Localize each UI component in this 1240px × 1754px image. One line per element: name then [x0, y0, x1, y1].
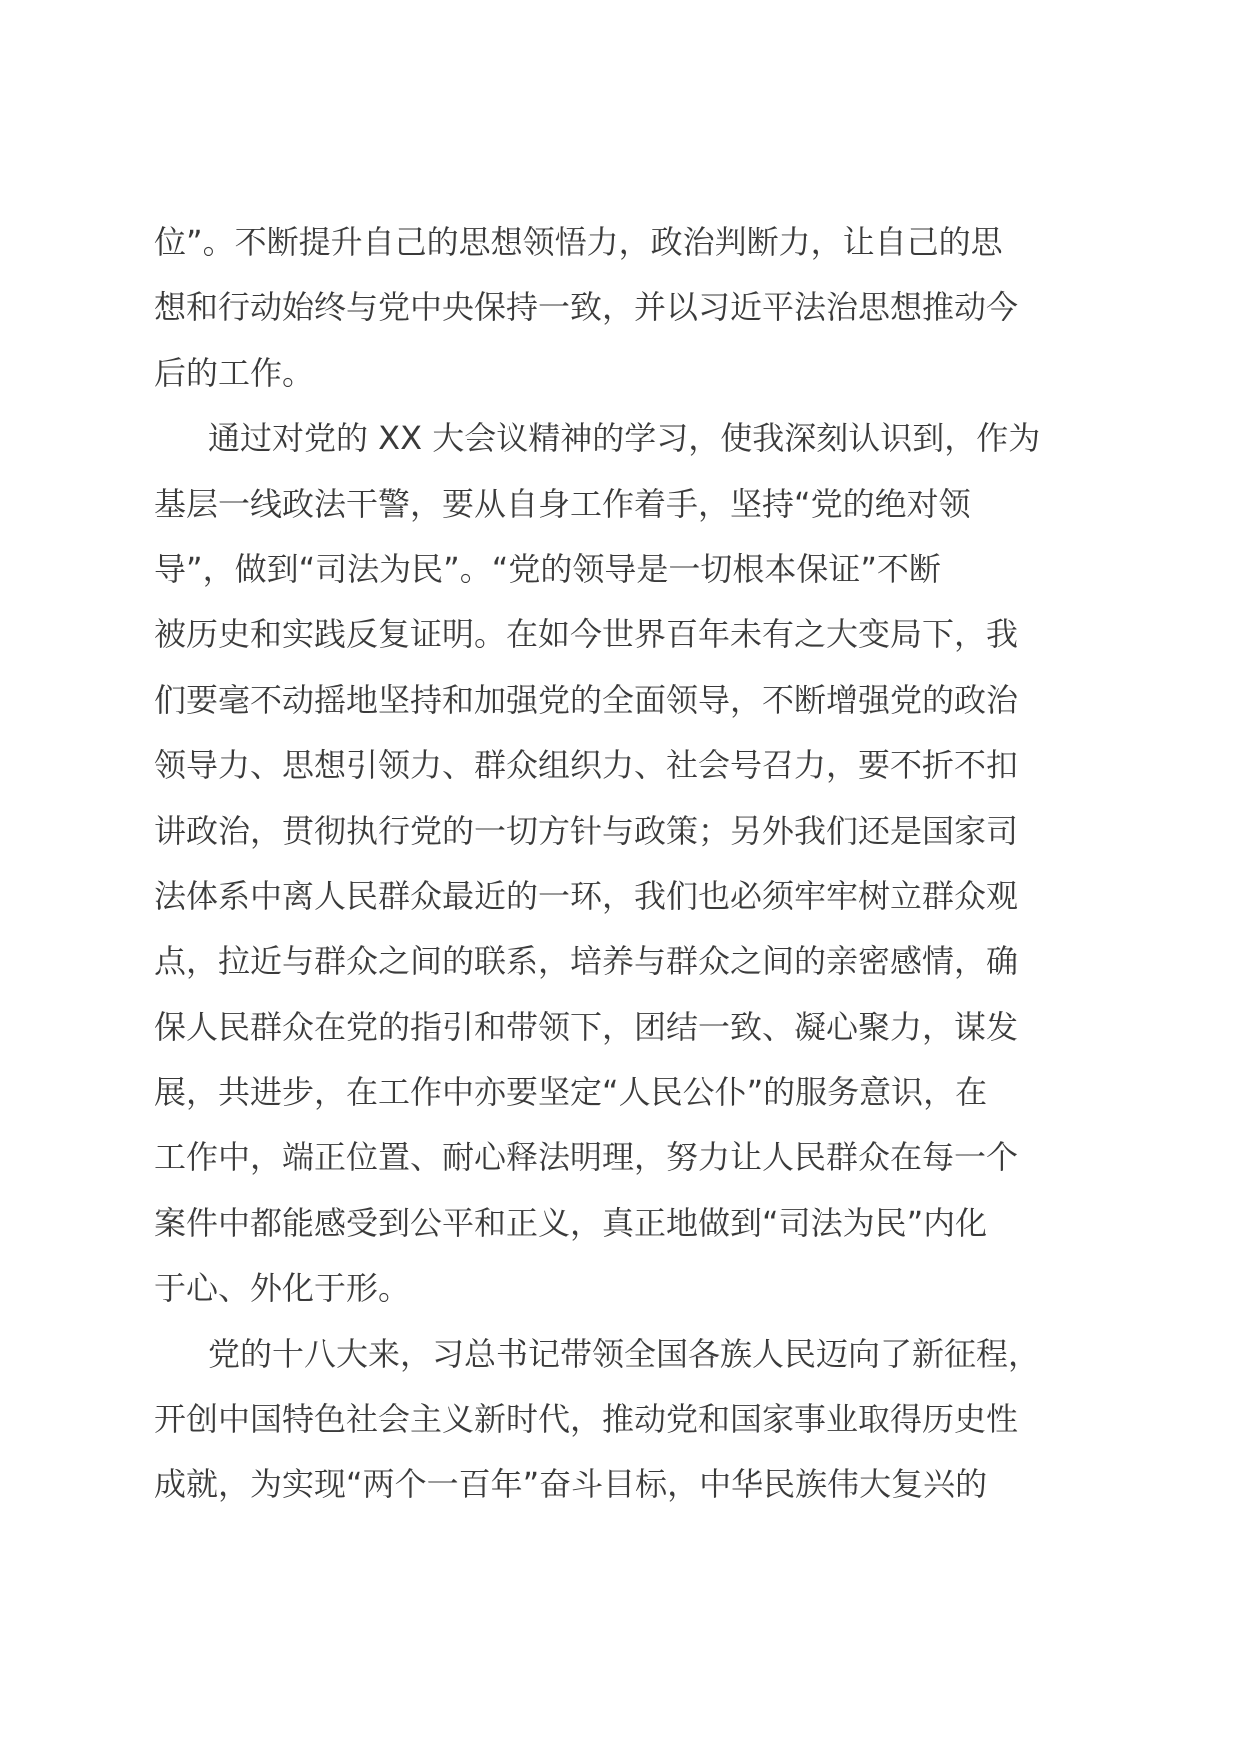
text-line: 开创中国特色社会主义新时代，推动党和国家事业取得历史性	[154, 1400, 1019, 1439]
text-line: 想和行动始终与党中央保持一致，并以习近平法治思想推动今	[154, 288, 1019, 327]
body-text	[154, 215, 1074, 1523]
text-line: 通过对党的 XX 大会议精神的学习，使我深刻认识到，作为	[208, 419, 1041, 458]
text-line: 后的工作。	[154, 353, 315, 392]
text-line: 位”。不断提升自己的思想领悟力，政治判断力，让自己的思	[154, 223, 1003, 261]
text-line: 展，共进步，在工作中亦要坚定“人民公仆”的服务意识，在	[154, 1073, 988, 1112]
text-line: 基层一线政法干警，要从自身工作着手，坚持“党的绝对领	[154, 484, 971, 523]
text-line: 成就，为实现“两个一百年”奋斗目标，中华民族伟大复兴的	[154, 1465, 988, 1504]
text-line: 法体系中离人民群众最近的一环，我们也必须牢牢树立群众观	[154, 876, 1019, 915]
text-line: 们要毫不动摇地坚持和加强党的全面领导，不断增强党的政治	[154, 680, 1019, 719]
text-line: 点，拉近与群众之间的联系，培养与群众之间的亲密感情，确	[154, 942, 1019, 981]
text-line: 于心、外化于形。	[154, 1269, 411, 1308]
text-line: 党的十八大来，习总书记带领全国各族人民迈向了新征程，	[208, 1334, 1041, 1373]
text-line: 导”，做到“司法为民”。“党的领导是一切根本保证”不断	[154, 549, 941, 588]
text-line: 工作中，端正位置、耐心释法明理，努力让人民群众在每一个	[154, 1138, 1019, 1177]
text-line: 领导力、思想引领力、群众组织力、社会号召力，要不折不扣	[154, 746, 1019, 785]
text-line: 讲政治，贯彻执行党的一切方针与政策；另外我们还是国家司	[154, 811, 1019, 850]
text-line: 被历史和实践反复证明。在如今世界百年未有之大变局下，我	[154, 615, 1019, 654]
text-line: 案件中都能感受到公平和正义，真正地做到“司法为民”内化	[154, 1203, 988, 1242]
text-line: 保人民群众在党的指引和带领下，团结一致、凝心聚力，谋发	[154, 1007, 1019, 1046]
